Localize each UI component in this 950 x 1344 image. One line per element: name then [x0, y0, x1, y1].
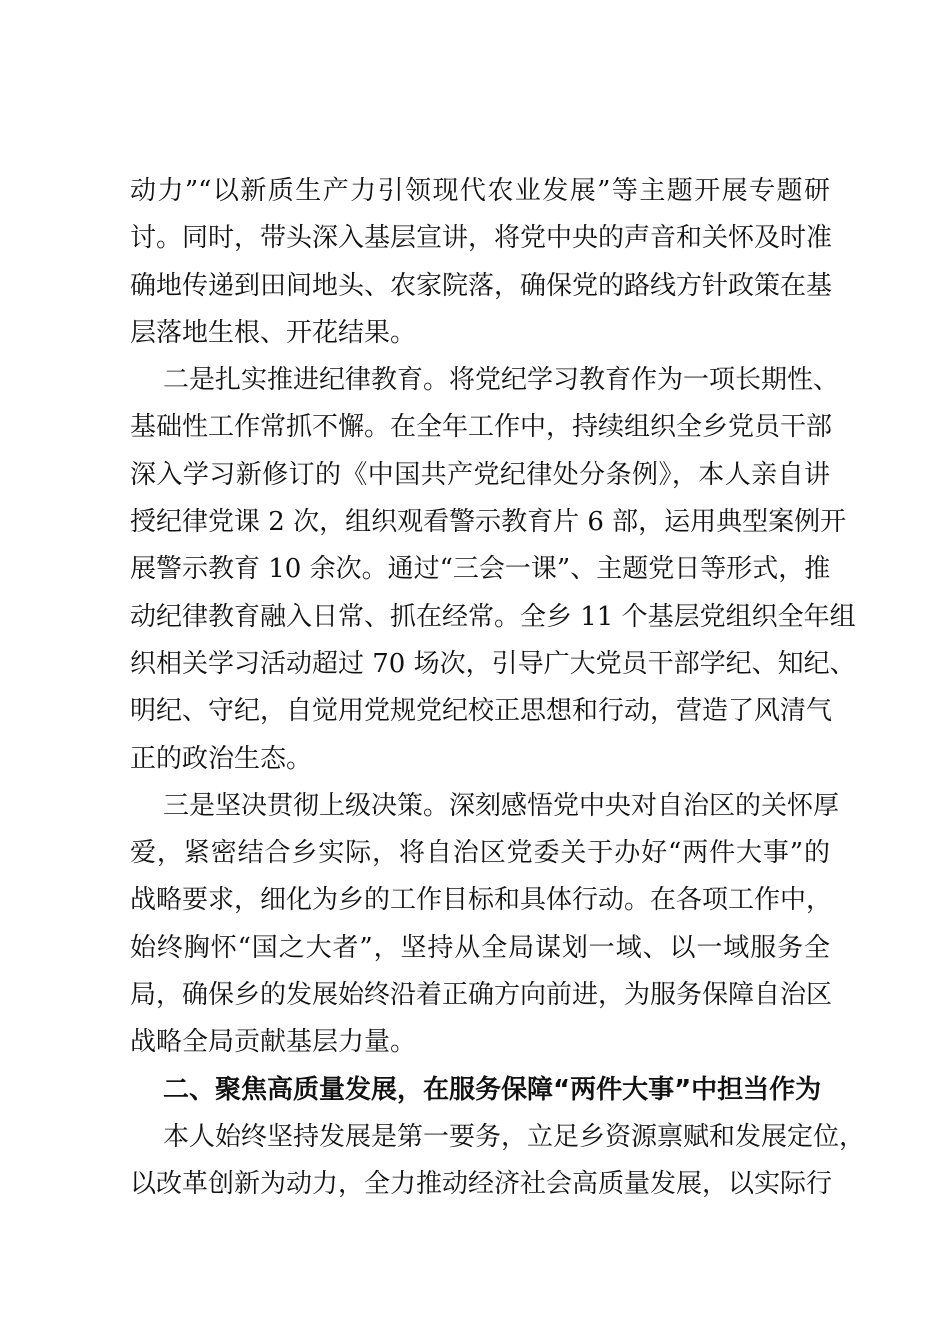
- text-line: 确地传递到田间地头、农家院落，确保党的路线方针政策在基: [130, 270, 833, 301]
- paragraph: [130, 783, 840, 1067]
- text-line: 织相关学习活动超过 70 场次，引导广大党员干部学纪、知纪、: [130, 648, 856, 679]
- text-line: 始终胸怀“国之大者”，坚持从全局谋划一域、以一域服务全: [130, 932, 830, 963]
- text-line: 战略全局贡献基层力量。: [130, 1027, 417, 1058]
- text-line: 深入学习新修订的《中国共产党纪律处分条例》，本人亲自讲: [130, 459, 830, 490]
- text-line: 以改革创新为动力，全力推动经济社会高质量发展，以实际行: [130, 1169, 833, 1200]
- text-line: 授纪律党课 2 次，组织观看警示教育片 6 部，运用典型案例开: [130, 507, 847, 538]
- text-line: 二是扎实推进纪律教育。将党纪学习教育作为一项长期性、: [163, 365, 840, 396]
- heading-text: 二、聚焦高质量发展，在服务保障“两件大事”中担当作为: [163, 1074, 822, 1105]
- paragraph: [130, 168, 833, 357]
- text-line: 展警示教育 10 余次。通过“三会一课”、主题党日等形式，推: [130, 554, 831, 585]
- text-line: 战略要求，细化为乡的工作目标和具体行动。在各项工作中，: [130, 885, 833, 916]
- text-line: 讨。同时，带头深入基层宣讲，将党中央的声音和关怀及时准: [130, 223, 833, 254]
- text-line: 基础性工作常抓不懈。在全年工作中，持续组织全乡党员干部: [130, 412, 833, 443]
- text-line: 正的政治生态。: [130, 743, 313, 774]
- text-line: 动纪律教育融入日常、抓在经常。全乡 11 个基层党组织全年组: [130, 601, 856, 632]
- text-line: 动力”“以新质生产力引领现代农业发展”等主题开展专题研: [130, 176, 830, 206]
- section-heading: [130, 1067, 830, 1114]
- text-line: 层落地生根、开花结果。: [130, 317, 417, 348]
- text-line: 三是坚决贯彻上级决策。深刻感悟党中央对自治区的关怀厚: [163, 790, 840, 821]
- paragraph: [130, 357, 856, 783]
- paragraph: [130, 1114, 866, 1209]
- text-line: 爱，紧密结合乡实际，将自治区党委关于办好“两件大事”的: [130, 838, 830, 869]
- document-page: [130, 168, 866, 1209]
- text-line: 局，确保乡的发展始终沿着正确方向前进，为服务保障自治区: [130, 980, 833, 1011]
- text-line: 明纪、守纪，自觉用党规党纪校正思想和行动，营造了风清气: [130, 696, 833, 727]
- text-line: 本人始终坚持发展是第一要务，立足乡资源禀赋和发展定位，: [163, 1121, 866, 1152]
